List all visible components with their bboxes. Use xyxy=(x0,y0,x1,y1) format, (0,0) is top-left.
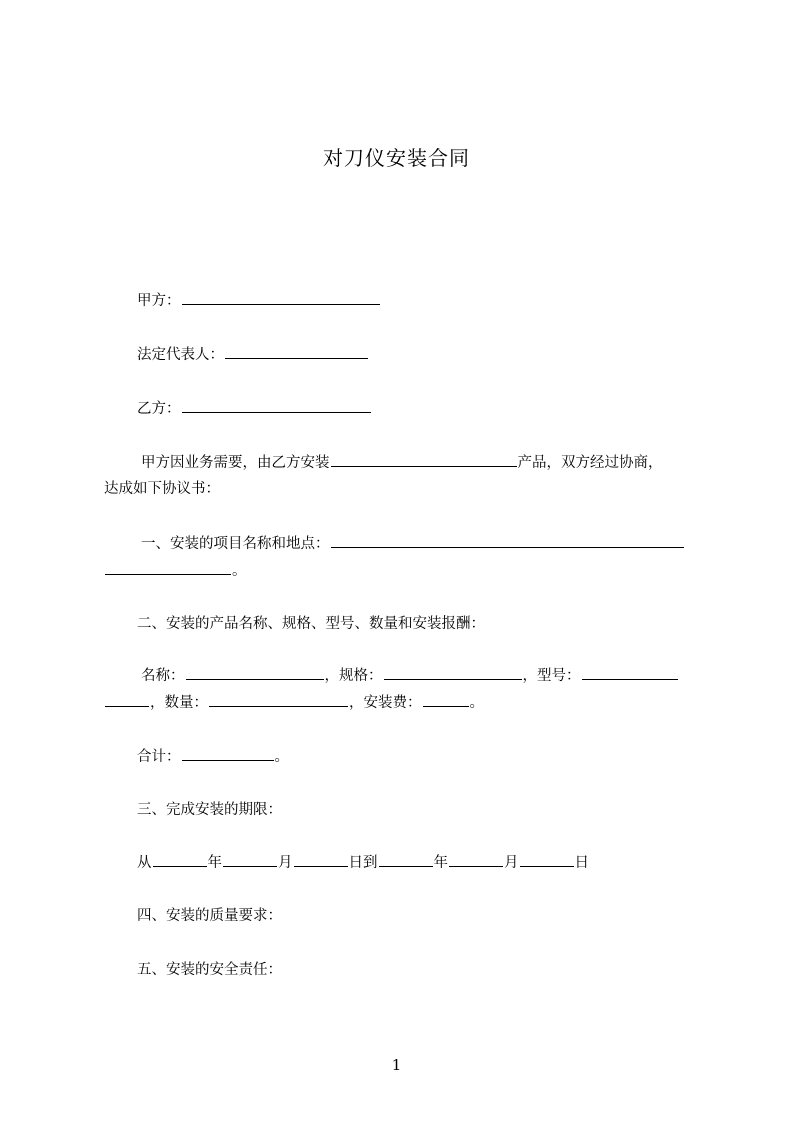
section4-heading: 四、安装的质量要求： xyxy=(137,908,282,924)
party-b-blank[interactable] xyxy=(182,398,371,413)
legal-rep-blank[interactable] xyxy=(225,344,368,359)
party-a-line xyxy=(137,290,381,311)
legal-rep-label: 法定代表人： xyxy=(137,347,224,363)
section1-blank-2[interactable] xyxy=(105,560,231,575)
document-title: 对刀仪安装合同 xyxy=(323,146,470,170)
start-day-blank[interactable] xyxy=(294,852,348,867)
section5-heading: 五、安装的安全责任： xyxy=(137,962,282,978)
model-label: ，型号： xyxy=(522,668,581,684)
section1-label: 一、安装的项目名称和地点： xyxy=(141,536,330,552)
quantity-label: ，数量： xyxy=(150,695,208,711)
day-label-2: 日 xyxy=(574,855,589,871)
party-b-line xyxy=(137,398,372,419)
fee-end: 。 xyxy=(469,695,484,711)
year-label-2: 年 xyxy=(433,855,448,871)
spec-label: ，规格： xyxy=(324,668,383,684)
party-b-label: 乙方： xyxy=(137,401,181,417)
quantity-blank[interactable] xyxy=(209,692,348,707)
end-day-blank[interactable] xyxy=(520,852,574,867)
section1-end: 。 xyxy=(232,563,247,579)
intro-line-2: 达成如下协议书： xyxy=(104,481,220,497)
party-a-blank[interactable] xyxy=(182,290,380,305)
name-label: 名称： xyxy=(141,668,185,684)
product-details-line-1 xyxy=(141,665,679,686)
period-line xyxy=(137,852,589,873)
product-blank[interactable] xyxy=(331,452,517,467)
page-number: 1 xyxy=(391,1056,402,1074)
intro-end: 产品，双方经过协商， xyxy=(517,455,663,471)
legal-rep-line xyxy=(137,344,369,365)
model-blank-2[interactable] xyxy=(105,692,149,707)
end-year-blank[interactable] xyxy=(379,852,433,867)
section2-heading: 二、安装的产品名称、规格、型号、数量和安装报酬： xyxy=(137,616,485,632)
spec-blank[interactable] xyxy=(384,665,522,680)
section3-heading: 三、完成安装的期限： xyxy=(137,802,282,818)
party-a-label: 甲方： xyxy=(137,293,181,309)
fee-blank[interactable] xyxy=(423,692,469,707)
section1-line-1 xyxy=(141,533,685,554)
name-blank[interactable] xyxy=(186,665,324,680)
total-label: 合计： xyxy=(137,749,181,765)
intro-line-1 xyxy=(141,452,663,473)
end-month-blank[interactable] xyxy=(449,852,503,867)
model-blank-1[interactable] xyxy=(582,665,678,680)
year-label-1: 年 xyxy=(207,855,222,871)
month-label-2: 月 xyxy=(504,855,519,871)
intro-start: 甲方因业务需要，由乙方安装 xyxy=(141,455,330,471)
start-month-blank[interactable] xyxy=(223,852,277,867)
total-line xyxy=(137,746,289,767)
product-details-line-2 xyxy=(104,692,484,713)
date-from-label: 从 xyxy=(137,855,152,871)
day-to-label: 日到 xyxy=(348,855,378,871)
section1-line-2 xyxy=(104,560,247,581)
total-end: 。 xyxy=(274,749,289,765)
month-label-1: 月 xyxy=(278,855,293,871)
start-year-blank[interactable] xyxy=(153,852,207,867)
total-blank[interactable] xyxy=(182,746,274,761)
section1-blank-1[interactable] xyxy=(331,533,684,548)
fee-label: ，安装费： xyxy=(349,695,422,711)
